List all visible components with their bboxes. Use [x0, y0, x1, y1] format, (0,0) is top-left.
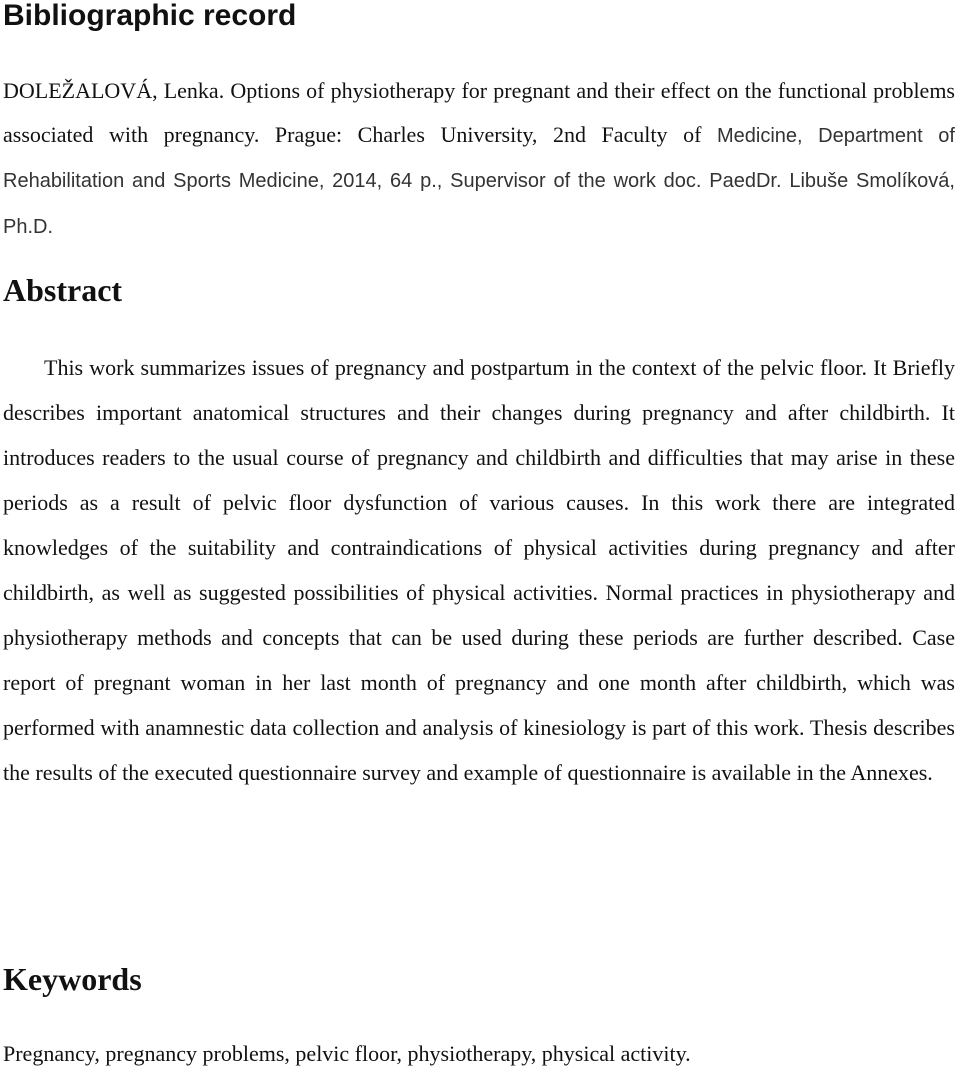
keywords-heading: Keywords — [3, 961, 142, 997]
abstract-paragraph: This work summarizes issues of pregnancy and postpartum in the context of the pelvic floor. It Briefly describes important anatomical structures and their changes during pregnancy and after childbirth. It introduces readers to the usual course of pregnancy and childbirth and difficulties that may arise in these periods as a result of pelvic floor dysfunction of various causes. In this work there are integrated knowledges of the suitability and contraindications of physical activities during pregnancy and after childbirth, as well as suggested possibilities of physical activities. Normal practices in physiotherapy and physiotherapy methods and concepts that can be used during these periods are further described. Case report of pregnant woman in her last month of pregnancy and one month after childbirth, which was performed with anamnestic data collection and analysis of kinesiology is part of this work. Thesis describes the results of the executed questionnaire survey and example of questionnaire is available in the Annexes. — [3, 355, 955, 785]
keywords-paragraph: Pregnancy, pregnancy problems, pelvic floor, physiotherapy, physical activity. — [3, 1041, 691, 1066]
bibliographic-record-heading: Bibliographic record — [3, 0, 297, 32]
citation-sans-text: Medicine, Department of Rehabilitation and Sports Medicine, 2014, 64 p., Supervisor of the work doc. PaedDr. Libuše Smolíková, Ph.D. — [3, 124, 955, 238]
citation-serif-text: DOLEŽALOVÁ, Lenka. Options of physiotherapy for pregnant and their effect on the functional problems associated with pregnancy. Prague: Charles University, 2nd Faculty of — [3, 78, 955, 147]
abstract-heading: Abstract — [3, 272, 123, 308]
citation-paragraph — [3, 69, 955, 249]
